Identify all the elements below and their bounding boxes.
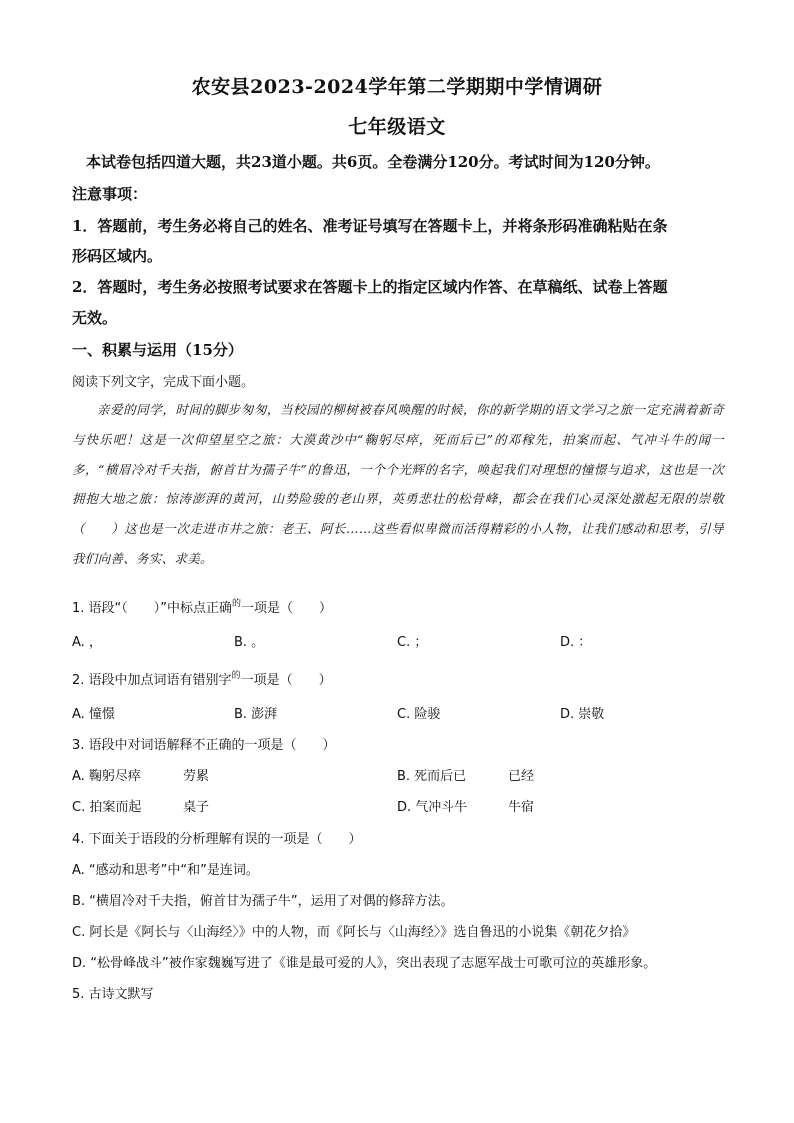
question-5-stem: 5. 古诗文默写	[72, 987, 154, 1002]
notes-heading: 注意事项：	[72, 185, 148, 203]
question-3-option-d-term[interactable]: D. 气冲斗牛	[397, 800, 468, 815]
reading-passage: 亲爱的同学，时间的脚步匆匆，当校园的柳树被春风唤醒的时候，你的新学期的语文学习之旅一定充满着新奇与快乐吧！这是一次仰望星空之旅：大漠黄沙中“鞠躬尽瘁，死而后已”的邓稼先，拍案而起、气冲斗牛的闻一多，“横眉冷对千夫指，俯首甘为孺子牛”的鲁迅，一个个光辉的名字，唤起我们对理想的憧憬与追求，这也是一次拥抱大地之旅：惊涛澎湃的黄河，山势险骏的老山界，英勇悲壮的松骨峰，都会在我们心灵深处激起无限的崇敬（ ）这也是一次走进市井之旅：老王、阿长……这些看似卑微而活得精彩的小人物，让我们感动和思考，引导我们向善、务实、求美。	[72, 402, 724, 566]
exam-subtitle: 七年级语文	[348, 116, 446, 138]
question-1-option-d[interactable]: D. ：	[560, 635, 592, 650]
question-2-option-a[interactable]: A. 憧憬	[72, 707, 115, 722]
question-2-option-b[interactable]: B. 澎湃	[234, 707, 278, 722]
question-3-option-c-term[interactable]: C. 拍案而起	[72, 800, 142, 815]
question-1-stem	[72, 596, 332, 616]
exam-intro: 本试卷包括四道大题，共23道小题。共6页。全卷满分120分。考试时间为120分钟。	[86, 153, 660, 171]
question-1-option-b[interactable]: B. 。	[234, 635, 265, 650]
question-2-stem-part-a: 2. 语段中加点词语有错别字	[72, 673, 232, 688]
question-2-stem-part-b: 一项是（ ）	[240, 673, 332, 688]
note-2-line-2: 无效。	[72, 309, 118, 327]
question-4-option-a[interactable]: A. “感动和思考”中“和”是连词。	[72, 863, 259, 878]
question-1-stem-part-a: 1. 语段“（ ）”中标点正确	[72, 601, 233, 616]
question-4-option-b[interactable]: B. “横眉冷对千夫指，俯首甘为孺子牛”，运用了对偶的修辞方法。	[72, 894, 454, 909]
question-2-option-d[interactable]: D. 崇敬	[560, 707, 605, 722]
question-4-stem: 4. 下面关于语段的分析理解有误的一项是（ ）	[72, 832, 362, 847]
question-3-option-c-gloss: 桌子	[183, 800, 210, 815]
question-3-option-b-gloss: 已经	[508, 769, 535, 784]
note-2-line-1: 2．答题时，考生务必按照考试要求在答题卡上的指定区域内作答、在草稿纸、试卷上答题	[72, 278, 668, 296]
question-3-option-a-term[interactable]: A. 鞠躬尽瘁	[72, 769, 141, 784]
question-3-option-d-gloss: 牛宿	[508, 800, 535, 815]
note-1-line-2: 形码区域内。	[72, 247, 163, 265]
question-2-stem	[72, 668, 332, 688]
reading-lead: 阅读下列文字，完成下面小题。	[72, 375, 255, 390]
question-4-option-d[interactable]: D. “松骨峰战斗”被作家魏巍写进了《谁是最可爱的人》，突出表现了志愿军战士可歌可泣的英雄形象。	[72, 956, 657, 971]
question-1-stem-part-b: 一项是（ ）	[241, 601, 333, 616]
question-1-stem-de: 的	[232, 599, 242, 609]
note-1-line-1: 1．答题前，考生务必将自己的姓名、准考证号填写在答题卡上，并将条形码准确粘贴在条	[72, 217, 668, 235]
question-2-option-c[interactable]: C. 险骏	[397, 707, 441, 722]
question-2-stem-de: 的	[231, 671, 241, 681]
question-3-option-a-gloss: 劳累	[183, 769, 210, 784]
question-1-option-a[interactable]: A. ，	[72, 635, 102, 650]
question-4-option-c[interactable]: C. 阿长是《阿长与〈山海经〉》中的人物，而《阿长与〈山海经〉》选自鲁迅的小说集《朝花夕拾》	[72, 925, 636, 940]
question-3-stem: 3. 语段中对词语解释不正确的一项是（ ）	[72, 738, 336, 753]
question-1-option-c[interactable]: C. ；	[397, 635, 428, 650]
exam-title: 农安县2023-2024学年第二学期期中学情调研	[191, 76, 603, 98]
section-1-heading: 一、积累与运用（15分）	[72, 341, 243, 359]
question-3-option-b-term[interactable]: B. 死而后已	[397, 769, 467, 784]
